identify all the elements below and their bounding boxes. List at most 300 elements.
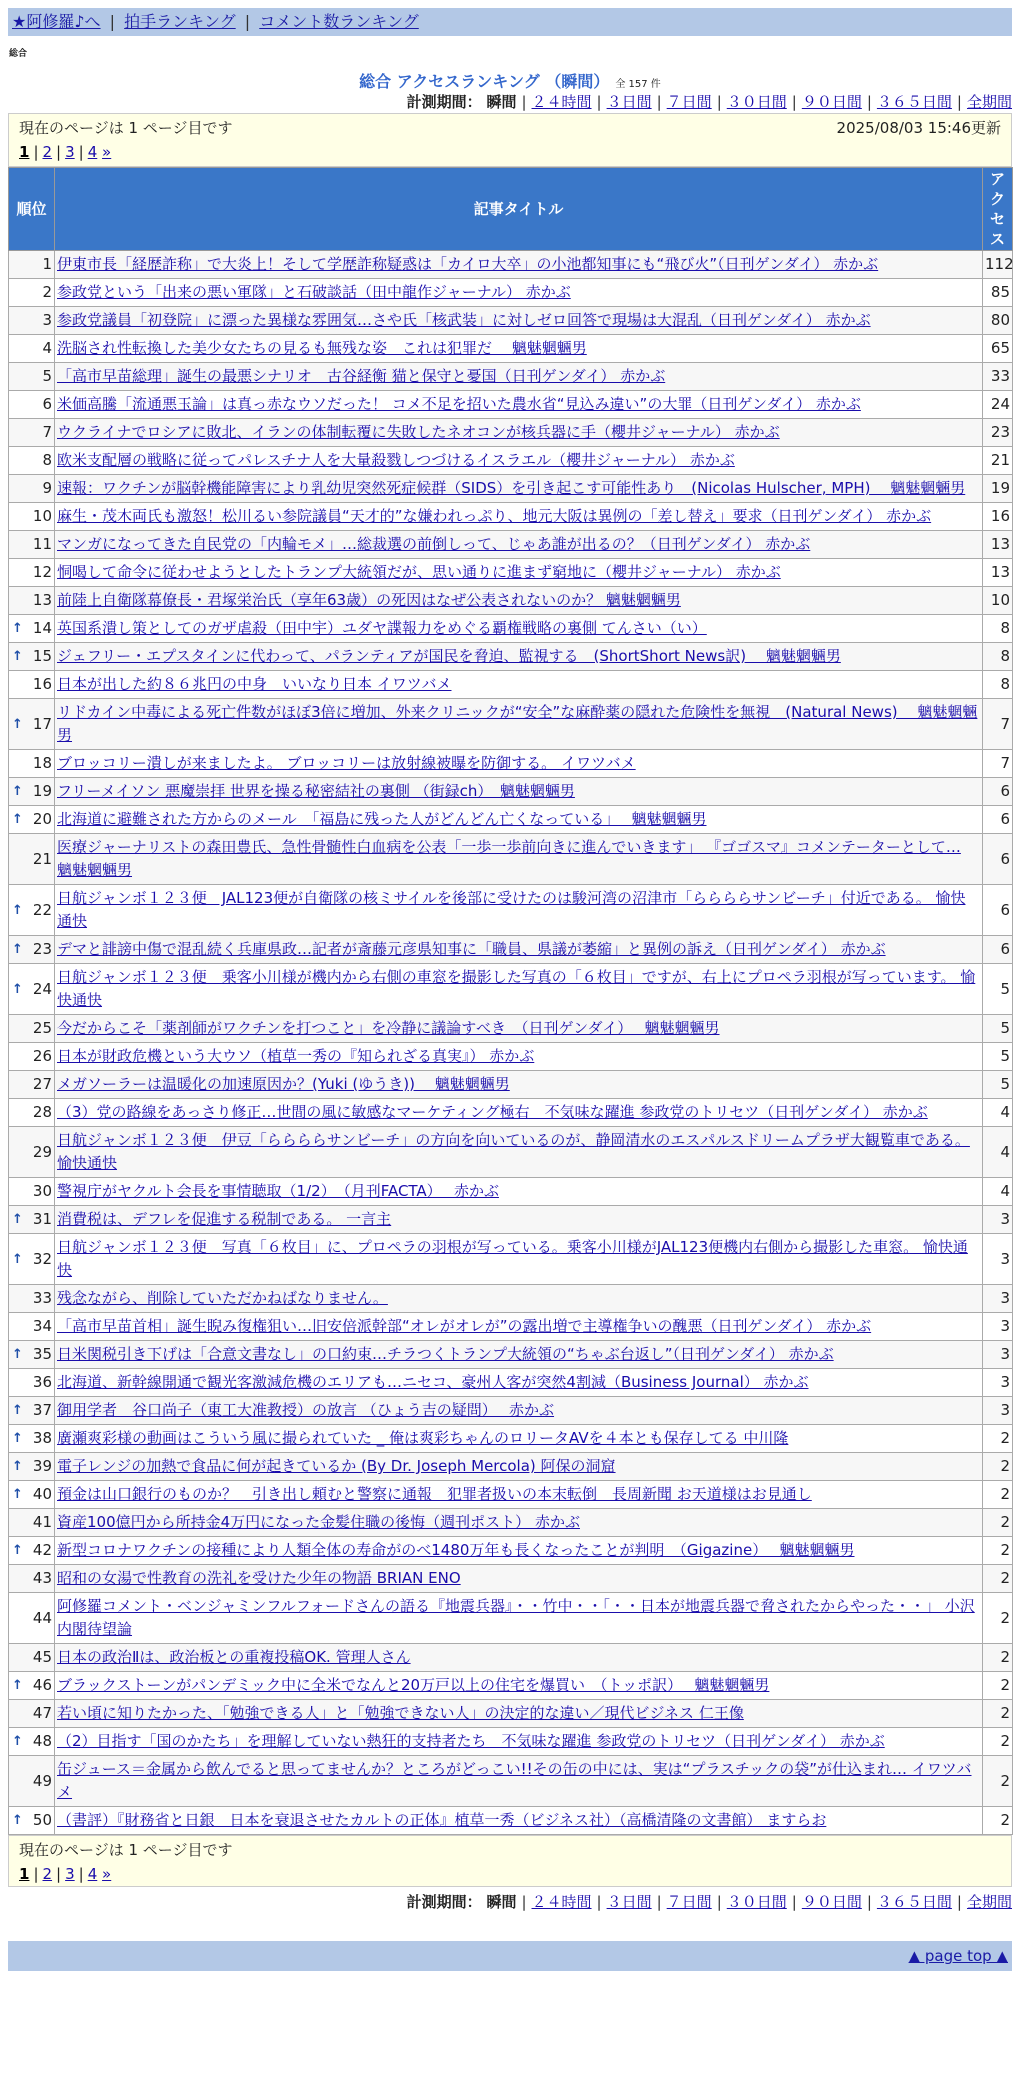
- access-count: 5: [983, 1071, 1013, 1099]
- rank-cell: [9, 643, 55, 671]
- article-link[interactable]: 欧米支配層の戦略に従ってパレスチナ人を大量殺戮しつづけるイスラエル（櫻井ジャーナル） 赤かぶ: [57, 451, 735, 469]
- title-cell: [55, 363, 983, 391]
- table-row: [9, 1481, 1013, 1509]
- page-link[interactable]: 1: [19, 1865, 30, 1883]
- table-row: [9, 806, 1013, 834]
- article-link[interactable]: 速報：ワクチンが脳幹機能障害により乳幼児突然死症候群（SIDS）を引き起こす可能性あり (Nicolas Hulscher, MPH) 魑魅魍魎男: [57, 479, 966, 497]
- title-cell: [55, 1807, 983, 1835]
- article-link[interactable]: 日本の政治Ⅱは、政治板との重複投稿OK. 管理人さん: [57, 1648, 411, 1666]
- rank-number: 32: [32, 1249, 52, 1268]
- access-count: 8: [983, 643, 1013, 671]
- title-cell: [55, 885, 983, 936]
- page-link[interactable]: 1: [19, 143, 30, 161]
- access-count: 8: [983, 671, 1013, 699]
- period-selector-bottom: [0, 1891, 1012, 1913]
- rank-number: 41: [32, 1513, 52, 1531]
- page-separator: |: [78, 143, 84, 161]
- article-link[interactable]: 消費税は、デフレを促進する税制である。 一言主: [57, 1210, 392, 1228]
- period-option[interactable]: ３日間: [606, 1893, 652, 1911]
- nav-link-clap-ranking[interactable]: 拍手ランキング: [124, 12, 236, 31]
- table-row: [9, 936, 1013, 964]
- rank-up-icon: ↑: [12, 1212, 23, 1227]
- title-cell: [55, 1593, 983, 1644]
- title-cell: [55, 699, 983, 750]
- page-title: 総合 アクセスランキング （瞬間）: [359, 72, 610, 91]
- table-row: [9, 1071, 1013, 1099]
- rank-cell: [9, 1700, 55, 1728]
- period-option[interactable]: 全期間: [966, 93, 1012, 111]
- rank-number: 14: [32, 619, 52, 637]
- access-count: 3: [983, 1285, 1013, 1313]
- title-cell: [55, 964, 983, 1015]
- title-cell: [55, 335, 983, 363]
- table-row: [9, 643, 1013, 671]
- title-cell: [55, 531, 983, 559]
- title-cell: [55, 750, 983, 778]
- article-link[interactable]: 洗脳され性転換した美少女たちの見るも無残な姿 これは犯罪だ 魑魅魍魎男: [57, 339, 587, 357]
- rank-number: 43: [32, 1569, 52, 1587]
- rank-up-icon: ↑: [12, 1431, 23, 1446]
- article-link[interactable]: （2）目指す「国のかたち」を理解していない熱狂的支持者たち 不気味な躍進 参政党のトリセツ（日刊ゲンダイ） 赤かぶ: [57, 1732, 885, 1750]
- table-row: [9, 1593, 1013, 1644]
- article-link[interactable]: 昭和の女湯で性教育の洗礼を受けた少年の物語 BRIAN ENO: [57, 1569, 461, 1587]
- table-row: [9, 834, 1013, 885]
- access-count: 4: [983, 1099, 1013, 1127]
- article-link[interactable]: 新型コロナワクチンの接種により人類全体の寿命がのべ1480万年も長くなったことが判明 （Gigazine） 魑魅魍魎男: [57, 1541, 855, 1559]
- article-link[interactable]: メガソーラーは温暖化の加速原因か？(Yuki (ゆうき)) 魑魅魍魎男: [57, 1075, 510, 1093]
- table-row: [9, 1644, 1013, 1672]
- rank-cell: [9, 1672, 55, 1700]
- page-top-link[interactable]: ▲ page top ▲: [908, 1947, 1008, 1965]
- article-link[interactable]: 北海道、新幹線開通で観光客激減危機のエリアも…ニセコ、豪州人客が突然4割減（Business Journal） 赤かぶ: [57, 1373, 809, 1391]
- table-row: [9, 1397, 1013, 1425]
- rank-number: 18: [32, 754, 52, 772]
- title-cell: [55, 1537, 983, 1565]
- rank-number: 3: [42, 311, 52, 329]
- period-option[interactable]: ３０日間: [726, 93, 787, 111]
- article-link[interactable]: 恫喝して命令に従わせようとしたトランプ大統領だが、思い通りに進まず窮地に（櫻井ジャーナル） 赤かぶ: [57, 563, 781, 581]
- rank-number: 11: [32, 535, 52, 553]
- rank-up-icon: ↑: [12, 981, 23, 997]
- article-link[interactable]: 参政党という「出来の悪い軍隊」と石破談話（田中龍作ジャーナル） 赤かぶ: [57, 283, 571, 301]
- access-count: 2: [983, 1481, 1013, 1509]
- title-cell: [55, 307, 983, 335]
- rank-cell: [9, 279, 55, 307]
- rank-cell: [9, 363, 55, 391]
- rank-cell: [9, 1397, 55, 1425]
- article-link[interactable]: 御用学者 谷口尚子（東工大准教授）の放言 （ひょう吉の疑問） 赤かぶ: [57, 1401, 555, 1419]
- title-cell: [55, 1127, 983, 1178]
- period-separator: |: [866, 1893, 872, 1911]
- article-link[interactable]: （書評）『財務省と日銀 日本を衰退させたカルトの正体』植草一秀（ビジネス社）（高橋清隆の文書館） ますらお: [57, 1811, 827, 1829]
- table-row: [9, 1234, 1013, 1285]
- access-count: 24: [983, 391, 1013, 419]
- rank-number: 2: [42, 283, 52, 301]
- table-row: [9, 335, 1013, 363]
- table-row: [9, 475, 1013, 503]
- table-row: [9, 885, 1013, 936]
- rank-cell: [9, 1099, 55, 1127]
- title-cell: [55, 936, 983, 964]
- table-row: [9, 615, 1013, 643]
- title-cell: [55, 1341, 983, 1369]
- article-link[interactable]: リドカイン中毒による死亡件数がほぼ3倍に増加、外来クリニックが“安全”な麻酔薬の隠れた危険性を無視 (Natural News) 魑魅魍魎男: [57, 703, 978, 744]
- rank-up-icon: ↑: [12, 812, 23, 827]
- table-row: [9, 699, 1013, 750]
- access-count: 16: [983, 503, 1013, 531]
- access-count: 3: [983, 1313, 1013, 1341]
- article-link[interactable]: 「高市早苗総理」誕生の最悪シナリオ 古谷経衡 猫と保守と憂国（日刊ゲンダイ） 赤かぶ: [57, 367, 666, 385]
- article-link[interactable]: 今だからこそ「薬剤師がワクチンを打つこと」を冷静に議論すべき （日刊ゲンダイ） 魑魅魍魎男: [57, 1019, 720, 1037]
- article-link[interactable]: 「高市早苗首相」誕生睨み復権狙い…旧安倍派幹部“オレがオレが”の露出増で主導権争いの醜悪（日刊ゲンダイ） 赤かぶ: [57, 1317, 872, 1335]
- rank-cell: [9, 1756, 55, 1807]
- rank-number: 30: [32, 1182, 52, 1200]
- period-separator: |: [791, 1893, 797, 1911]
- title-cell: [55, 1756, 983, 1807]
- page-separator: |: [33, 143, 39, 161]
- table-row: [9, 1728, 1013, 1756]
- article-link[interactable]: 缶ジュース＝金属から飲んでると思ってませんか？ところがどっこい!!その缶の中には、実は“プラスチックの袋”が仕込まれ… イワツバメ: [57, 1760, 972, 1801]
- rank-number: 38: [32, 1429, 52, 1447]
- access-count: 6: [983, 778, 1013, 806]
- article-link[interactable]: （3）党の路線をあっさり修正…世間の風に敏感なマーケティング極右 不気味な躍進 参政党のトリセツ（日刊ゲンダイ） 赤かぶ: [57, 1103, 928, 1121]
- article-link[interactable]: 伊東市長「経歴詐称」で大炎上！そして学歴詐称疑惑は「カイロ大卒」の小池都知事にも“飛び火”（日刊ゲンダイ） 赤かぶ: [57, 255, 879, 273]
- article-link[interactable]: マンガになってきた自民党の「内輪モメ」…総裁選の前倒しって、じゃあ誰が出るの？（日刊ゲンダイ） 赤かぶ: [57, 535, 811, 553]
- pager-top: [8, 113, 1012, 167]
- total-count: 全 157 件: [615, 79, 661, 90]
- article-link[interactable]: 医療ジャーナリストの森田豊氏、急性骨髄性白血病を公表「一歩一歩前向きに進んでいきます」 『ゴゴスマ』コメンテーターとして… 魑魅魍魎男: [57, 838, 961, 879]
- article-link[interactable]: 米価高騰「流通悪玉論」は真っ赤なウソだった！ コメ不足を招いた農水省“見込み違い”の大罪（日刊ゲンダイ） 赤かぶ: [57, 395, 861, 413]
- rank-cell: [9, 671, 55, 699]
- table-row: [9, 307, 1013, 335]
- rank-cell: [9, 936, 55, 964]
- table-row: [9, 531, 1013, 559]
- article-link[interactable]: 廣瀬爽彩様の動画はこういう風に撮られていた _ 俺は爽彩ちゃんのロリータAVを４本とも保存してる 中川隆: [57, 1429, 789, 1447]
- title-cell: [55, 1071, 983, 1099]
- article-link[interactable]: 日航ジャンボ１２３便 乗客小川様が機内から右側の車窓を撮影した写真の「６枚目」ですが、右上にプロペラ羽根が写っています。 愉快通快: [57, 968, 976, 1009]
- page-link[interactable]: 3: [65, 1865, 75, 1883]
- rank-cell: [9, 806, 55, 834]
- access-count: 5: [983, 1043, 1013, 1071]
- access-count: 80: [983, 307, 1013, 335]
- page-link[interactable]: 4: [87, 1865, 98, 1883]
- page-status: 現在のページは 1 ページ目です: [19, 1841, 233, 1859]
- title-cell: [55, 475, 983, 503]
- rank-number: 31: [32, 1210, 52, 1228]
- access-count: 8: [983, 615, 1013, 643]
- rank-cell: [9, 503, 55, 531]
- rank-up-icon: ↑: [12, 1543, 23, 1558]
- access-count: 6: [983, 936, 1013, 964]
- article-link[interactable]: 日航ジャンボ１２３便 伊豆「ららららサンビーチ」の方向を向いているのが、静岡清水のエスパルスドリームプラザ大観覧車である。 愉快通快: [57, 1131, 970, 1172]
- rank-cell: [9, 1313, 55, 1341]
- header-rank: 順位: [9, 168, 55, 251]
- rank-number: 1: [42, 255, 52, 273]
- table-row: [9, 587, 1013, 615]
- title-cell: [55, 1313, 983, 1341]
- access-count: 3: [983, 1397, 1013, 1425]
- article-link[interactable]: ジェフリー・エプスタインに代わって、パランティアが国民を脅迫、監視する (ShortShort News訳) 魑魅魍魎男: [57, 647, 841, 665]
- article-link[interactable]: フリーメイソン 悪魔崇拝 世界を操る秘密結社の裏側 （街録ch） 魑魅魍魎男: [57, 782, 575, 800]
- rank-number: 26: [32, 1047, 52, 1065]
- table-row: [9, 419, 1013, 447]
- rank-cell: [9, 587, 55, 615]
- article-link[interactable]: 北海道に避難された方からのメール 「福島に残った人がどんどん亡くなっている」 魑魅魍魎男: [57, 810, 707, 828]
- table-row: [9, 1313, 1013, 1341]
- rank-up-icon: ↑: [12, 1251, 23, 1267]
- article-link[interactable]: 残念ながら、削除していただかねばなりません。: [57, 1289, 388, 1307]
- article-link[interactable]: 阿修羅コメント・ベンジャミンフルフォードさんの語る『地震兵器』・・竹中・・「・・日本が地震兵器で脅されたからやった・・」 小沢内閣待望論: [57, 1597, 975, 1638]
- period-selector-top: [0, 91, 1012, 113]
- rank-cell: [9, 964, 55, 1015]
- article-link[interactable]: 日本が財政危機という大ウソ（植草一秀の『知られざる真実』） 赤かぶ: [57, 1047, 535, 1065]
- rank-cell: [9, 1481, 55, 1509]
- rank-cell: [9, 1178, 55, 1206]
- access-count: 2: [983, 1537, 1013, 1565]
- rank-number: 49: [32, 1771, 52, 1790]
- title-cell: [55, 251, 983, 279]
- article-link[interactable]: 日米関税引き下げは「合意文書なし」の口約束…チラつくトランプ大統領の“ちゃぶ台返し”（日刊ゲンダイ） 赤かぶ: [57, 1345, 834, 1363]
- rank-cell: [9, 750, 55, 778]
- period-option[interactable]: ３６５日間: [876, 93, 952, 111]
- page-link[interactable]: 2: [42, 1865, 53, 1883]
- access-count: 3: [983, 1206, 1013, 1234]
- article-link[interactable]: ブロッコリー潰しが来ましたよ。 ブロッコリーは放射線被曝を防御する。 イワツバメ: [57, 754, 636, 772]
- table-row: [9, 1756, 1013, 1807]
- article-link[interactable]: 若い頃に知りたかった、「勉強できる人」と「勉強できない人」の決定的な違い／現代ビジネス 仁王像: [57, 1704, 744, 1722]
- period-option[interactable]: ３６５日間: [876, 1893, 952, 1911]
- rank-up-icon: ↑: [12, 1459, 23, 1474]
- access-count: 3: [983, 1234, 1013, 1285]
- period-option[interactable]: ２４時間: [531, 1893, 592, 1911]
- access-count: 10: [983, 587, 1013, 615]
- period-option: 瞬間: [486, 93, 517, 111]
- rank-cell: [9, 885, 55, 936]
- access-count: 6: [983, 834, 1013, 885]
- rank-up-icon: ↑: [12, 716, 23, 732]
- page-link[interactable]: 2: [42, 143, 53, 161]
- next-page-link[interactable]: »: [102, 1865, 112, 1883]
- table-row: [9, 1341, 1013, 1369]
- title-cell: [55, 1565, 983, 1593]
- article-link[interactable]: ウクライナでロシアに敗北、イランの体制転覆に失敗したネオコンが核兵器に手（櫻井ジャーナル） 赤かぶ: [57, 423, 780, 441]
- bottom-bar: [8, 1941, 1012, 1971]
- article-link[interactable]: 麻生・茂木両氏も激怒！松川るい参院議員“天才的”な嫌われっぷり、地元大阪は異例の「差し替え」要求（日刊ゲンダイ） 赤かぶ: [57, 507, 932, 525]
- period-option[interactable]: ７日間: [666, 1893, 712, 1911]
- rank-cell: [9, 1509, 55, 1537]
- access-count: 112: [983, 251, 1013, 279]
- title-cell: [55, 1672, 983, 1700]
- rank-number: 24: [32, 979, 52, 998]
- rank-up-icon: ↑: [12, 1403, 23, 1418]
- page-separator: |: [33, 1865, 39, 1883]
- rank-number: 8: [42, 451, 52, 469]
- rank-cell: [9, 1453, 55, 1481]
- article-link[interactable]: 資産100億円から所持金4万円になった金髪住職の後悔（週刊ポスト） 赤かぶ: [57, 1513, 580, 1531]
- rank-cell: [9, 531, 55, 559]
- rank-number: 6: [42, 395, 52, 413]
- rank-number: 50: [32, 1811, 52, 1829]
- rank-cell: [9, 1728, 55, 1756]
- title-cell: [55, 1700, 983, 1728]
- rank-number: 27: [32, 1075, 52, 1093]
- rank-number: 46: [32, 1676, 52, 1694]
- page-separator: |: [78, 1865, 84, 1883]
- table-row: [9, 447, 1013, 475]
- rank-number: 48: [32, 1732, 52, 1750]
- title-cell: [55, 1285, 983, 1313]
- article-link[interactable]: 英国系潰し策としてのガザ虐殺（田中宇）ユダヤ諜報力をめぐる覇権戦略の裏側 てんさい（い）: [57, 619, 707, 637]
- table-row: [9, 1672, 1013, 1700]
- rank-cell: [9, 335, 55, 363]
- access-count: 5: [983, 1015, 1013, 1043]
- access-count: 5: [983, 964, 1013, 1015]
- rank-number: 22: [32, 900, 52, 919]
- table-row: [9, 1015, 1013, 1043]
- table-row: [9, 363, 1013, 391]
- table-row: [9, 1127, 1013, 1178]
- title-cell: [55, 419, 983, 447]
- table-row: [9, 1178, 1013, 1206]
- period-separator: |: [656, 1893, 662, 1911]
- rank-cell: [9, 447, 55, 475]
- table-row: [9, 1369, 1013, 1397]
- title-cell: [55, 279, 983, 307]
- rank-up-icon: ↑: [12, 649, 23, 664]
- rank-cell: [9, 1537, 55, 1565]
- rank-cell: [9, 251, 55, 279]
- rank-cell: [9, 419, 55, 447]
- title-cell: [55, 1644, 983, 1672]
- access-count: 3: [983, 1369, 1013, 1397]
- period-option[interactable]: ３０日間: [726, 1893, 787, 1911]
- period-label: 計測期間：: [406, 1893, 482, 1911]
- period-separator: |: [956, 1893, 962, 1911]
- table-row: [9, 1509, 1013, 1537]
- rank-number: 33: [32, 1289, 52, 1307]
- period-option[interactable]: ９０日間: [801, 1893, 862, 1911]
- pager-bottom: [8, 1835, 1012, 1887]
- next-page-link[interactable]: »: [102, 143, 112, 161]
- article-link[interactable]: 電子レンジの加熱で食品に何が起きているか (By Dr. Joseph Mercola) 阿保の洞窟: [57, 1457, 616, 1475]
- table-row: [9, 750, 1013, 778]
- table-row: [9, 1043, 1013, 1071]
- rank-up-icon: ↑: [12, 1487, 23, 1502]
- rank-number: 42: [32, 1541, 52, 1559]
- rank-number: 13: [32, 591, 52, 609]
- table-row: [9, 1453, 1013, 1481]
- period-option[interactable]: 全期間: [966, 1893, 1012, 1911]
- title-cell: [55, 1397, 983, 1425]
- page-links: [19, 1862, 1001, 1886]
- nav-link-asyura[interactable]: ★阿修羅♪へ: [12, 12, 101, 31]
- access-count: 6: [983, 885, 1013, 936]
- table-row: [9, 279, 1013, 307]
- article-link[interactable]: 日航ジャンボ１２３便 写真「６枚目」に、プロペラの羽根が写っている。乗客小川様がJAL123便機内右側から撮影した車窓。 愉快通快: [57, 1238, 968, 1279]
- article-link[interactable]: 参政党議員「初登院」に漂った異様な雰囲気…さや氏「核武装」に対しゼロ回答で現場は大混乱（日刊ゲンダイ） 赤かぶ: [57, 311, 871, 329]
- article-link[interactable]: ブラックストーンがパンデミック中に全米でなんと20万戸以上の住宅を爆買い （トッポ訳） 魑魅魍魎男: [57, 1676, 770, 1694]
- rank-cell: [9, 559, 55, 587]
- rank-cell: [9, 1071, 55, 1099]
- rank-number: 15: [32, 647, 52, 665]
- period-separator: |: [956, 93, 962, 111]
- title-cell: [55, 834, 983, 885]
- table-row: [9, 1807, 1013, 1835]
- table-row: [9, 1537, 1013, 1565]
- rank-up-icon: ↑: [12, 902, 23, 918]
- rank-number: 12: [32, 563, 52, 581]
- period-option: 瞬間: [486, 1893, 517, 1911]
- table-row: [9, 1285, 1013, 1313]
- nav-separator: |: [244, 12, 251, 31]
- rank-cell: [9, 1234, 55, 1285]
- table-row: [9, 778, 1013, 806]
- period-separator: |: [716, 93, 722, 111]
- rank-number: 28: [32, 1103, 52, 1121]
- rank-number: 21: [32, 849, 52, 868]
- page-link[interactable]: 3: [65, 143, 75, 161]
- rank-up-icon: ↑: [12, 1734, 23, 1749]
- period-separator: |: [716, 1893, 722, 1911]
- nav-separator: |: [109, 12, 116, 31]
- rank-cell: [9, 1369, 55, 1397]
- table-row: [9, 1700, 1013, 1728]
- period-label: 計測期間：: [406, 93, 482, 111]
- title-cell: [55, 643, 983, 671]
- table-row: [9, 503, 1013, 531]
- article-link[interactable]: 前陸上自衛隊幕僚長・君塚栄治氏（享年63歳）の死因はなぜ公表されないのか？ 魑魅魍魎男: [57, 591, 681, 609]
- period-separator: |: [596, 93, 602, 111]
- title-cell: [55, 391, 983, 419]
- article-link[interactable]: 警視庁がヤクルト会長を事情聴取（1/2） （月刊FACTA） 赤かぶ: [57, 1182, 499, 1200]
- table-row: [9, 1206, 1013, 1234]
- access-count: 65: [983, 335, 1013, 363]
- access-count: 19: [983, 475, 1013, 503]
- rank-cell: [9, 1206, 55, 1234]
- title-cell: [55, 587, 983, 615]
- article-link[interactable]: 預金は山口銀行のものか？ 引き出し頼むと警察に通報 犯罪者扱いの本末転倒 長周新聞 お天道様はお見通し: [57, 1485, 812, 1503]
- rank-cell: [9, 1644, 55, 1672]
- period-option[interactable]: ２４時間: [531, 93, 592, 111]
- rank-cell: [9, 615, 55, 643]
- title-cell: [55, 447, 983, 475]
- nav-link-comment-ranking[interactable]: コメント数ランキング: [259, 12, 419, 31]
- access-count: 2: [983, 1672, 1013, 1700]
- access-count: 85: [983, 279, 1013, 307]
- period-option[interactable]: ７日間: [666, 93, 712, 111]
- page-link[interactable]: 4: [87, 143, 98, 161]
- period-separator: |: [656, 93, 662, 111]
- article-link[interactable]: 日本が出した約８６兆円の中身 いいなり日本 イワツバメ: [57, 675, 452, 693]
- title-cell: [55, 1509, 983, 1537]
- period-separator: |: [521, 1893, 527, 1911]
- access-count: 3: [983, 1341, 1013, 1369]
- article-link[interactable]: デマと誹謗中傷で混乱続く兵庫県政…記者が斎藤元彦県知事に「職員、県議が萎縮」と異例の訴え（日刊ゲンダイ） 赤かぶ: [57, 940, 886, 958]
- access-count: 2: [983, 1593, 1013, 1644]
- page-separator: |: [56, 1865, 62, 1883]
- access-count: 2: [983, 1644, 1013, 1672]
- rank-number: 7: [42, 423, 52, 441]
- access-count: 2: [983, 1565, 1013, 1593]
- title-cell: [55, 1178, 983, 1206]
- period-option[interactable]: ９０日間: [801, 93, 862, 111]
- period-option[interactable]: ３日間: [606, 93, 652, 111]
- title-cell: [55, 1369, 983, 1397]
- rank-up-icon: ↑: [12, 1813, 23, 1828]
- title-cell: [55, 1015, 983, 1043]
- article-link[interactable]: 日航ジャンボ１２３便 JAL123便が自衛隊の核ミサイルを後部に受けたのは駿河湾の沼津市「ららららサンビーチ」付近である。 愉快通快: [57, 889, 966, 930]
- title-cell: [55, 1453, 983, 1481]
